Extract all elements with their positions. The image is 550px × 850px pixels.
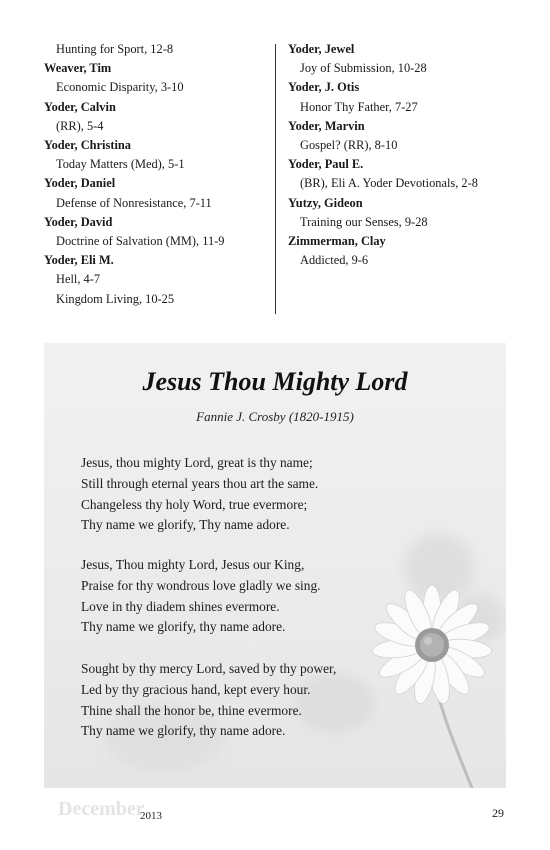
poem-line: Thine shall the honor be, thine evermore. [81, 702, 302, 718]
page-number: 29 [492, 806, 504, 820]
index-entry [44, 98, 269, 136]
index-item: Joy of Submission, 10-28 [300, 61, 427, 76]
index-item: Training our Senses, 9-28 [300, 214, 428, 229]
index-author-name: Yoder, Christina [44, 138, 131, 153]
index-entry [288, 78, 508, 116]
index-entry [44, 136, 269, 174]
footer-year: 2013 [140, 810, 162, 822]
index-author-name: Yoder, Marvin [288, 118, 365, 133]
poem-line: Jesus, thou mighty Lord, great is thy name; [81, 455, 313, 470]
index-author-name: Yoder, David [44, 214, 113, 229]
index-item: Honor Thy Father, 7-27 [300, 99, 418, 114]
poem-panel [44, 343, 506, 788]
poem-stanza [81, 659, 481, 742]
index-column-left [44, 40, 269, 309]
index-entry [288, 40, 508, 78]
index-author-name: Yoder, J. Otis [288, 80, 360, 95]
index-author-name: Yoder, Eli M. [44, 253, 114, 268]
index-item: Hunting for Sport, 12-8 [56, 42, 174, 56]
index-item: Gospel? (RR), 8-10 [300, 138, 398, 153]
index-item: Addicted, 9-6 [300, 253, 369, 268]
index-author-name: Yoder, Paul E. [288, 157, 364, 172]
poem-stanza [81, 555, 481, 638]
index-entry [44, 213, 269, 251]
index-entry [288, 117, 508, 155]
index-entry [44, 40, 269, 59]
poem-line: Sought by thy mercy Lord, saved by thy power, [81, 661, 337, 676]
index-item: Today Matters (Med), 5-1 [56, 157, 185, 172]
poem-line: Changeless thy holy Word, true evermore; [81, 496, 308, 512]
index-author-name: Yoder, Jewel [288, 42, 355, 56]
index-entry [44, 59, 269, 97]
index-entry [288, 155, 508, 193]
index-entry [288, 232, 508, 270]
index-author-name: Yoder, Daniel [44, 176, 116, 191]
index-entry [44, 174, 269, 212]
poem-line: Thy name we glorify, thy name adore. [81, 619, 286, 635]
poem-line: Jesus, Thou mighty Lord, Jesus our King, [81, 557, 305, 572]
column-divider [275, 44, 276, 314]
index-item: Economic Disparity, 3-10 [56, 80, 184, 95]
index-author-name: Weaver, Tim [44, 61, 112, 76]
poem-title: Jesus Thou Mighty Lord [142, 367, 408, 396]
index-entry [288, 194, 508, 232]
index-item: Defense of Nonresistance, 7-11 [56, 195, 212, 210]
index-author-name: Zimmerman, Clay [288, 234, 386, 249]
poem-author: Fannie J. Crosby (1820-1915) [196, 409, 354, 424]
poem-stanza [81, 453, 481, 536]
poem-line: Led by thy gracious hand, kept every hour. [81, 681, 311, 697]
index-entry [44, 251, 269, 309]
footer-month: December [58, 798, 145, 820]
index-item: (BR), Eli A. Yoder Devotionals, 2-8 [300, 176, 478, 191]
poem-line: Praise for thy wondrous love gladly we sing. [81, 577, 321, 593]
index-author-name: Yutzy, Gideon [288, 195, 363, 210]
index-item: (RR), 5-4 [56, 118, 104, 133]
poem-line: Still through eternal years thou art the same. [81, 475, 319, 491]
index-item: Kingdom Living, 10-25 [56, 291, 175, 306]
poem-line: Thy name we glorify, thy name adore. [81, 723, 286, 739]
poem-line: Love in thy diadem shines evermore. [81, 598, 280, 614]
index-author-name: Yoder, Calvin [44, 99, 116, 114]
author-index [44, 40, 508, 312]
index-item: Doctrine of Salvation (MM), 11-9 [56, 234, 225, 249]
poem-line: Thy name we glorify, Thy name adore. [81, 517, 290, 533]
index-column-right [288, 40, 508, 270]
index-item: Hell, 4-7 [56, 272, 101, 287]
